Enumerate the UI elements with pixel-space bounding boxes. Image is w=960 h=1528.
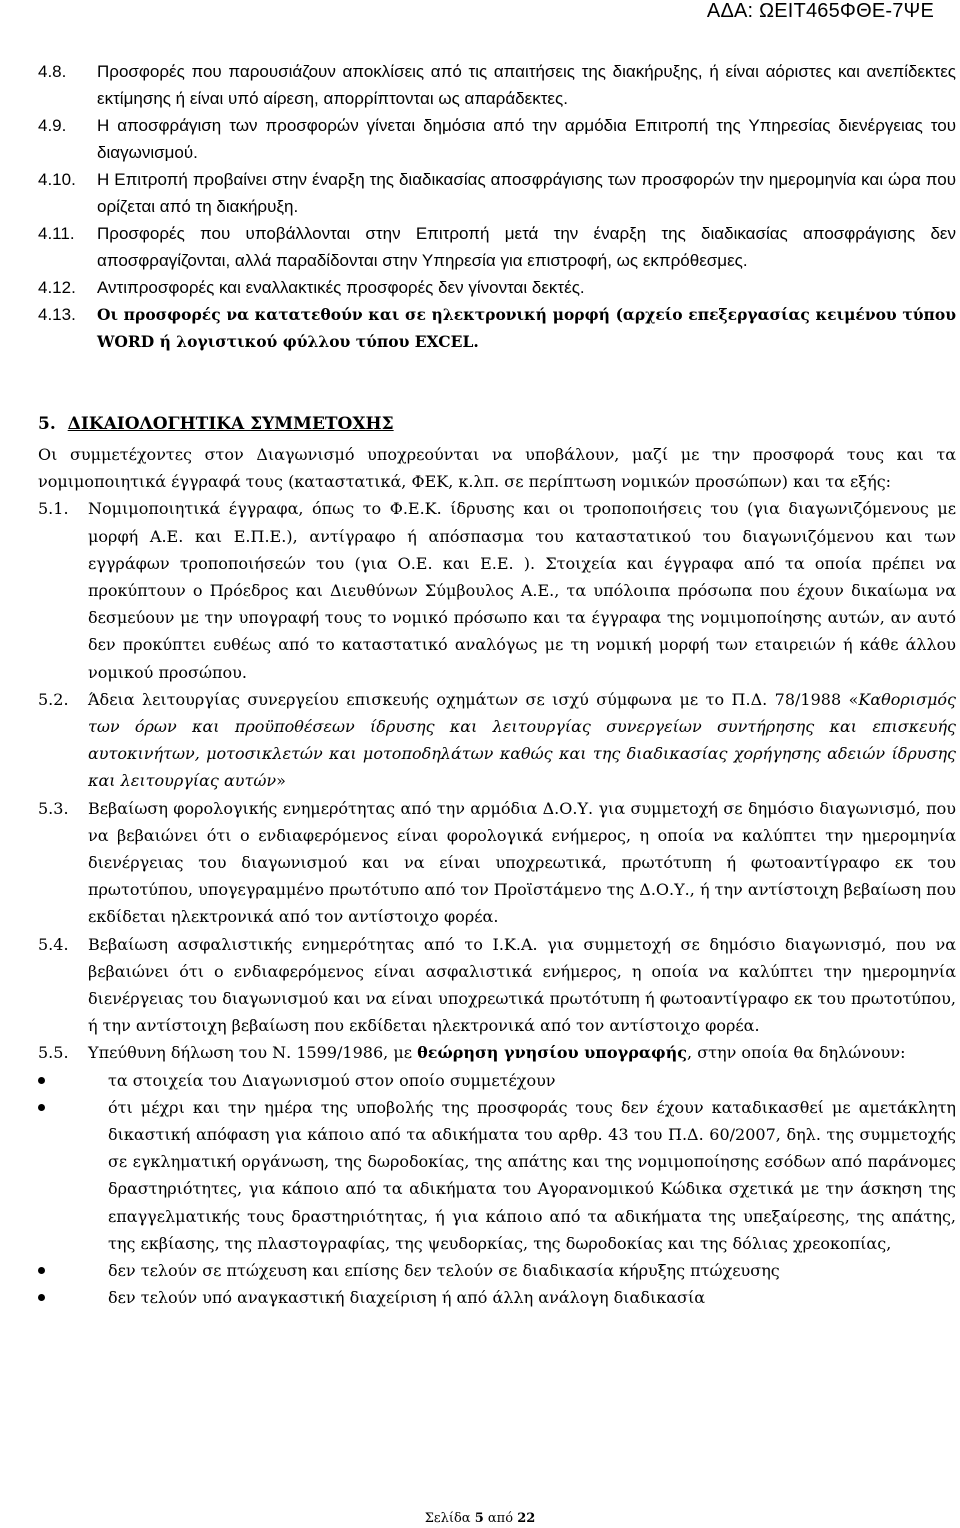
list-item xyxy=(38,795,956,931)
bullet-item xyxy=(38,1257,956,1284)
ada-code: ΑΔΑ: ΩΕΙΤ465ΦΘΕ-7ΨΕ xyxy=(706,0,934,22)
bullet-text: τα στοιχεία του Διαγωνισμού στον οποίο συμμετέχουν xyxy=(108,1070,556,1090)
item-text-plain: Υπεύθυνη δήλωση του Ν. 1599/1986, με xyxy=(88,1043,418,1063)
list-item xyxy=(38,58,956,112)
item-text: Η Επιτροπή προβαίνει στην έναρξη της διαδικασίας αποσφράγισης των προσφορών την ημερομηνία και ώρα που ορίζεται από τη διακήρυξη. xyxy=(97,170,956,216)
section-title: ΔΙΚΑΙΟΛΟΓΗΤΙΚΑ ΣΥΜΜΕΤΟΧΗΣ xyxy=(67,414,394,434)
list-item xyxy=(38,1039,956,1066)
item-number: 5.2. xyxy=(38,689,69,709)
item-text: Νομιμοποιητικά έγγραφα, όπως το Φ.Ε.Κ. ίδρυσης και οι τροποποιήσεις του (για διαγωνιζόμενους με μορφή Α.Ε. και Ε.Π.Ε.), αντίγραφο ή απόσπασμα του καταστατικού του διαγωνιζόμενου και των εγγράφων τροποποιήσεών του (για Ο.Ε. και Ε.Ε. ). Στοιχεία και έγγραφα από τα οποία πρέπει να προκύπτουν ο Πρόεδρος και Διευθύνων Σύμβουλος Α.Ε., τα υπόλοιπα πρόσωπα που έχουν δικαίωμα να δεσμεύουν με την υπογραφή τους το νομικό πρόσωπο και τα έγγραφα της νομιμοποίησης αυτών, αν αυτό δεν προκύπτει ευθέως από το καταστατικό αναλόγως με τη νομική μορφή των εταιρειών ή κάθε άλλου νομικού προσώπου. xyxy=(88,499,956,682)
bullet-text: ότι μέχρι και την ημέρα της υποβολής της προσφοράς τους δεν έχουν καταδικασθεί με αμετάκλητη δικαστική απόφαση για κάποιο από τα αδικήματα του αρθρ. 43 του Π.Δ. 60/2007, δηλ. της συμμετοχής σε εγκληματική οργάνωση, της δωροδοκίας, της απάτης και της νομιμοποίησης εσόδων από παράνομες δραστηριότητες, για κάποιο από τα αδικήματα του Αγορανομικού Κώδικα σχετικά με την άσκηση της επαγγελματικής τους δραστηριότητας, ή για κάποιο από τα αδικήματα της υπεξαίρεσης, της απάτης, της εκβίασης, της πλαστογραφίας, της ψευδορκίας, της δωροδοκίας και της δόλιας χρεοκοπίας, xyxy=(108,1097,956,1253)
section-4-list xyxy=(38,58,956,355)
list-item xyxy=(38,301,956,355)
item-number: 4.9. xyxy=(38,116,67,135)
list-item xyxy=(38,495,956,685)
list-item xyxy=(38,220,956,274)
item-text: Προσφορές που παρουσιάζουν αποκλίσεις από τις απαιτήσεις της διακήρυξης, ή είναι αόριστες και ανεπίδεκτες εκτίμησης ή είναι υπό αίρεση, απορρίπτονται ως απαράδεκτες. xyxy=(97,62,956,108)
list-item xyxy=(38,686,956,795)
item-text: Προσφορές που υποβάλλονται στην Επιτροπή μετά την έναρξη της διαδικασίας αποσφράγισης δεν αποσφραγίζονται, αλλά παραδίδονται στην Υπηρεσία για επιστροφή, ως εκπρόθεσμες. xyxy=(97,224,956,270)
page-total: 22 xyxy=(517,1511,536,1526)
item-text-bold: Οι προσφορές να κατατεθούν και σε ηλεκτρονική μορφή (αρχείο επεξεργασίας κειμένου τύπου WORD ή λογιστικού φύλλου τύπου EXCEL. xyxy=(97,305,956,351)
bullet-item xyxy=(38,1067,956,1094)
item-number: 4.11. xyxy=(38,224,75,243)
bullet-item xyxy=(38,1284,956,1311)
footer-label: Σελίδα xyxy=(424,1511,475,1526)
item-number: 4.12. xyxy=(38,278,76,297)
list-item xyxy=(38,931,956,1040)
bullet-icon xyxy=(38,1284,108,1311)
item-number: 4.8. xyxy=(38,62,67,81)
section-heading xyxy=(38,414,956,434)
item-text: Αντιπροσφορές και εναλλακτικές προσφορές δεν γίνονται δεκτές. xyxy=(97,278,585,297)
item-text-bold: θεώρηση γνησίου υπογραφής xyxy=(417,1043,688,1063)
bullet-list xyxy=(38,1067,956,1312)
list-item xyxy=(38,166,956,220)
item-number: 5.4. xyxy=(38,934,69,954)
bullet-text: δεν τελούν σε πτώχευση και επίσης δεν τελούν σε διαδικασία κήρυξης πτώχευσης xyxy=(108,1261,780,1281)
page-number: 5 xyxy=(474,1511,484,1526)
item-text: Βεβαίωση ασφαλιστικής ενημερότητας από το Ι.Κ.Α. για συμμετοχή σε δημόσιο διαγωνισμό, που να βεβαιώνει ότι ο ενδιαφερόμενος είναι ασφαλιστικά ενήμερος, η οποία να καλύπτει την ημερομηνία διενέργειας του διαγωνισμού και να είναι υποχρεωτικά πρωτότυπη ή φωτοαντίγραφο εκ του πρωτοτύπου, ή την αντίστοιχη βεβαίωση που εκδίδεται ηλεκτρονικά από τον αντίστοιχο φορέα. xyxy=(88,934,956,1036)
item-number: 5.3. xyxy=(38,798,69,818)
item-text xyxy=(88,686,956,795)
section-5-body xyxy=(38,441,956,1312)
list-item xyxy=(38,274,956,301)
item-number: 5.5. xyxy=(38,1043,69,1063)
section-intro: Οι συμμετέχοντες στον Διαγωνισμό υποχρεούνται να υποβάλουν, μαζί με την προσφορά τους και τα νομιμοποιητικά έγγραφά τους (καταστατικά, ΦΕΚ, κ.λπ. σε περίπτωση νομικών προσώπων) και τα εξής: xyxy=(38,445,956,492)
footer-sep: από xyxy=(483,1511,518,1526)
bullet-icon xyxy=(38,1067,108,1094)
item-number: 4.10. xyxy=(38,170,76,189)
item-text-plain: Άδεια λειτουργίας συνεργείου επισκευής οχημάτων σε ισχύ σύμφωνα με το Π.Δ. 78/1988 « xyxy=(88,689,859,709)
page-footer xyxy=(0,1511,960,1526)
item-text: Βεβαίωση φορολογικής ενημερότητας από την αρμόδια Δ.Ο.Υ. για συμμετοχή σε δημόσιο διαγωνισμό, που να βεβαιώνει ότι ο ενδιαφερόμενος είναι φορολογικά ενήμερος, η οποία να καλύπτει την ημερομηνία διενέργειας του διαγωνισμού και να είναι υποχρεωτικά, πρωτότυπη ή φωτοαντίγραφο εκ του πρωτοτύπου, υπογεγραμμένο πρωτότυπο από τον Προϊστάμενο της Δ.Ο.Υ., ή την αντίστοιχη βεβαίωση που εκδίδεται ηλεκτρονικά από τον αντίστοιχο φορέα. xyxy=(88,798,956,927)
item-text-end: » xyxy=(276,771,286,791)
bullet-icon xyxy=(38,1257,108,1284)
section-number: 5. xyxy=(38,414,56,434)
item-text: Η αποσφράγιση των προσφορών γίνεται δημόσια από την αρμόδια Επιτροπή της Υπηρεσίας διενέργειας του διαγωνισμού. xyxy=(97,116,956,162)
item-text-end: , στην οποία θα δηλώνουν: xyxy=(687,1043,906,1063)
item-number: 5.1. xyxy=(38,499,69,519)
item-text-italic: Καθορισμός των όρων και προϋποθέσεων ίδρυσης και λειτουργίας συνεργείων συντήρησης και επισκευής αυτοκινήτων, μοτοσικλετών και μοτοποδηλάτων καθώς και της διαδικασίας χορήγησης αδειών ίδρυσης και λειτουργίας αυτών xyxy=(88,689,956,791)
list-item xyxy=(38,112,956,166)
item-text xyxy=(88,1039,956,1066)
bullet-text: δεν τελούν υπό αναγκαστική διαχείριση ή από άλλη ανάλογη διαδικασία xyxy=(108,1288,706,1308)
item-number: 4.13. xyxy=(38,305,76,324)
bullet-item xyxy=(38,1094,956,1257)
bullet-icon xyxy=(38,1094,108,1257)
